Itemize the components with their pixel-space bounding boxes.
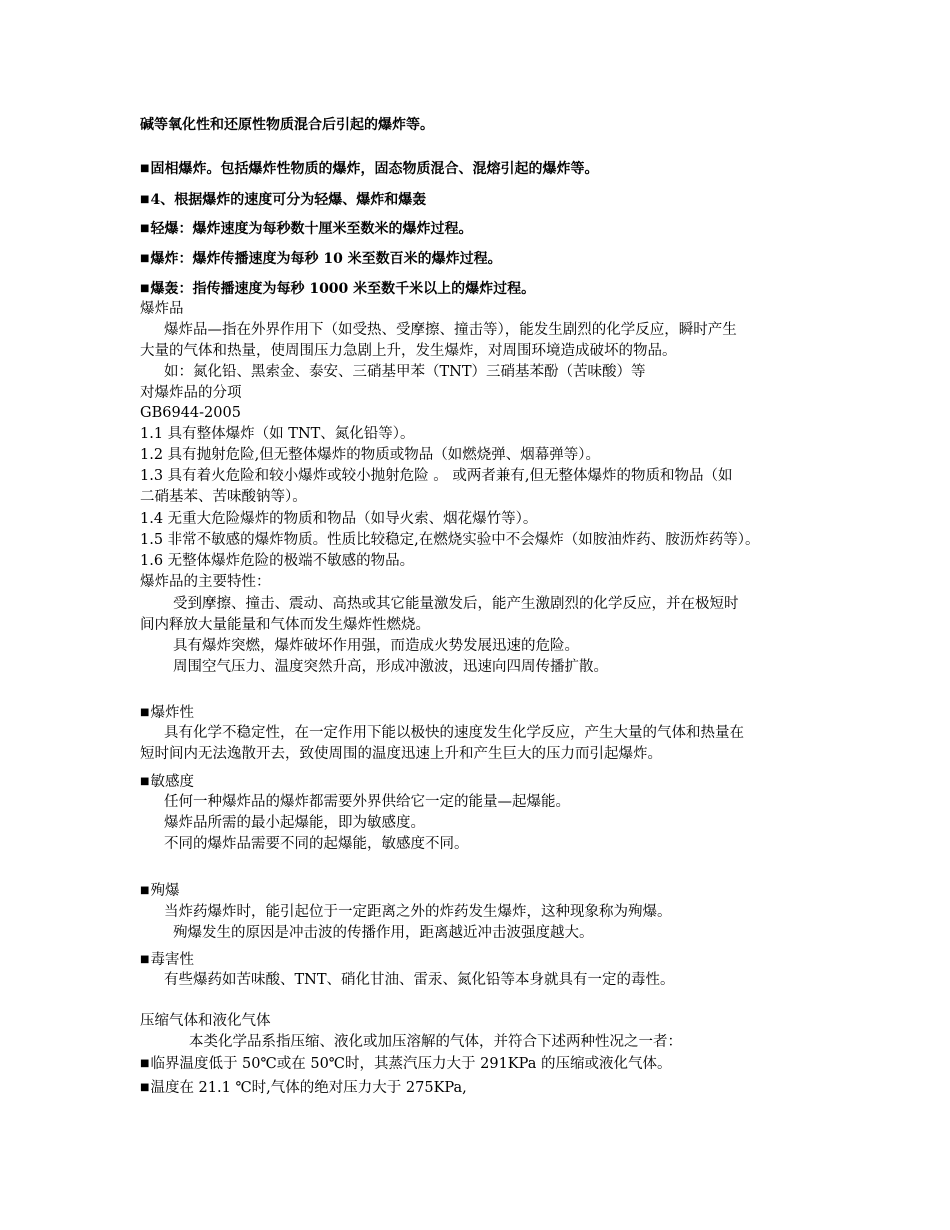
bullet-heading: [140, 880, 820, 902]
text-line: 如：氮化铅、黑索金、泰安、三硝基甲苯（TNT）三硝基苯酚（苦味酸）等: [164, 364, 646, 380]
bullet-heading: [140, 949, 820, 971]
text-line: 不同的爆炸品需要不同的起爆能，敏感度不同。: [164, 836, 469, 852]
bullet-square-icon: ■: [140, 253, 150, 264]
text-line: 任何一种爆炸品的爆炸都需要外界供给它一定的能量—起爆能。: [164, 794, 570, 810]
bullet-square-icon: ■: [140, 1058, 150, 1069]
text-line: 1.2 具有抛射危险,但无整体爆炸的物质或物品（如燃烧弹、烟幕弹等）。: [140, 447, 601, 463]
text-line: 4、根据爆炸的速度可分为轻爆、爆炸和爆轰: [150, 192, 427, 208]
bullet-heading: [140, 771, 820, 793]
bullet-square-icon: ■: [140, 283, 150, 294]
bullet-line: [140, 248, 820, 270]
text-line: 本类化学品系指压缩、液化或加压溶解的气体，并符合下述两种性况之一者：: [189, 1034, 682, 1050]
text-line: 固相爆炸。包括爆炸性物质的爆炸，固态物质混合、混熔引起的爆炸等。: [150, 161, 599, 177]
text-line: 爆炸品—指在外界作用下（如受热、受摩擦、撞击等），能发生剧烈的化学反应，瞬时产生: [164, 322, 737, 338]
text-line: 爆炸品所需的最小起爆能，即为敏感度。: [164, 815, 425, 831]
text-line: GB6944-2005: [140, 405, 241, 421]
bullet-square-icon: ■: [140, 163, 150, 174]
bullet-square-icon: ■: [140, 707, 150, 718]
text-line: 1.6 无整体爆炸危险的极端不敏感的物品。: [140, 553, 415, 569]
text-line: 殉爆发生的原因是冲击波的传播作用，距离越近冲击波强度越大。: [173, 925, 594, 941]
bullet-line: [140, 1053, 820, 1075]
bullet-line: [140, 218, 820, 240]
text-line: 有些爆药如苦味酸、TNT、硝化甘油、雷汞、氮化铅等本身就具有一定的毒性。: [164, 972, 675, 988]
section-heading: 爆炸性: [150, 705, 194, 721]
section-heading: 压缩气体和液化气体: [140, 1013, 271, 1029]
bullet-square-icon: ■: [140, 1082, 150, 1093]
text-line: 具有爆炸突燃，爆炸破坏作用强，而造成火势发展迅速的危险。: [173, 638, 579, 654]
text-line: 受到摩擦、撞击、震动、高热或其它能量激发后，能产生激剧烈的化学反应，并在极短时: [173, 596, 739, 612]
section-heading: 对爆炸品的分项: [140, 385, 242, 401]
text-line: 当炸药爆炸时，能引起位于一定距离之外的炸药发生爆炸，这种现象称为殉爆。: [164, 904, 672, 920]
text-line: 1.3 具有着火危险和较小爆炸或较小抛射危险 。 或两者兼有,但无整体爆炸的物质和物品（如: [140, 468, 733, 484]
section-heading: 殉爆: [150, 883, 180, 899]
text-line: 具有化学不稳定性，在一定作用下能以极快的速度发生化学反应，产生大量的气体和热量在: [164, 725, 744, 741]
text-line: 1.4 无重大危险爆炸的物质和物品（如导火索、烟花爆竹等）。: [140, 511, 538, 527]
section-heading: 敏感度: [150, 774, 194, 790]
bullet-square-icon: ■: [140, 223, 150, 234]
text-line: 轻爆：爆炸速度为每秒数十厘米至数米的爆炸过程。: [150, 221, 473, 237]
bullet-square-icon: ■: [140, 954, 150, 965]
bullet-heading: [140, 702, 820, 724]
text-line: 临界温度低于 50℃或在 50℃时，其蒸汽压力大于 291KPa 的压缩或液化气体。: [150, 1056, 672, 1072]
bullet-square-icon: ■: [140, 776, 150, 787]
text-line: 1.5 非常不敏感的爆炸物质。性质比较稳定,在燃烧实验中不会爆炸（如胺油炸药、胺沥炸药等）。: [140, 532, 760, 548]
bullet-line: [140, 158, 820, 180]
text-line: 碱等氧化性和还原性物质混合后引起的爆炸等。: [140, 117, 434, 133]
text-line: 1.1 具有整体爆炸（如 TNT、氮化铅等）。: [140, 426, 415, 442]
bullet-line: [140, 278, 820, 300]
bullet-square-icon: ■: [140, 194, 150, 205]
section-heading: 爆炸品的主要特性：: [140, 574, 271, 590]
text-line: 大量的气体和热量，使周围压力急剧上升，发生爆炸，对周围环境造成破坏的物品。: [140, 343, 677, 359]
text-line: 短时间内无法逸散开去，致使周围的温度迅速上升和产生巨大的压力而引起爆炸。: [140, 746, 662, 762]
bullet-square-icon: ■: [140, 885, 150, 896]
bullet-line: [140, 1077, 820, 1099]
text-line: 间内释放大量能量和气体而发生爆炸性燃烧。: [140, 617, 430, 633]
text-line: 温度在 21.1 ℃时,气体的绝对压力大于 275KPa,: [150, 1080, 467, 1096]
text-line: 周围空气压力、温度突然升高，形成冲激波，迅速向四周传播扩散。: [173, 659, 608, 675]
bullet-line: [140, 189, 820, 211]
text-line: 二硝基苯、苦味酸钠等）。: [140, 489, 307, 505]
text-line: 爆轰：指传播速度为每秒 1000 米至数千米以上的爆炸过程。: [150, 281, 536, 297]
section-heading: 毒害性: [150, 952, 194, 968]
text-line: 爆炸：爆炸传播速度为每秒 10 米至数百米的爆炸过程。: [150, 251, 502, 267]
section-heading: 爆炸品: [140, 301, 184, 317]
